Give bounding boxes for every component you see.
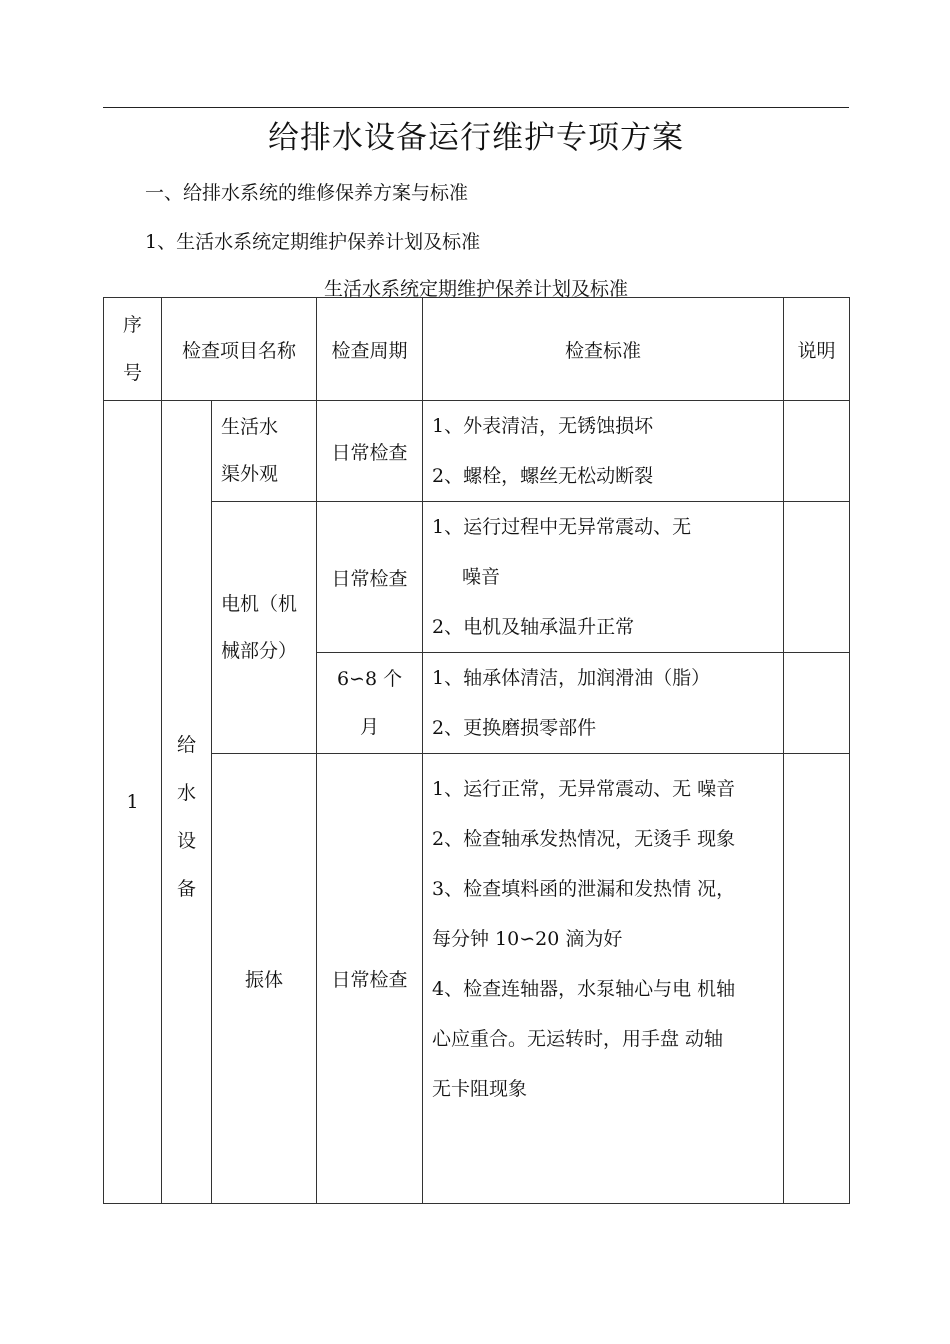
note-cell <box>784 401 850 502</box>
header-seq-line2: 号 <box>122 362 142 384</box>
check-standard <box>423 653 784 754</box>
item-name <box>212 502 317 754</box>
table-row <box>104 754 850 1204</box>
standard-line: 每分钟 10∽20 滴为好 <box>432 928 623 950</box>
check-cycle: 日常检查 <box>317 754 423 1204</box>
check-cycle: 日常检查 <box>317 401 423 502</box>
standard-line: 2、更换磨损零部件 <box>432 717 597 739</box>
header-cycle: 检查周期 <box>317 298 423 401</box>
header-seq <box>104 298 162 401</box>
standard-line: 2、检查轴承发热情况，无烫手 现象 <box>432 828 736 850</box>
header-standard: 检查标准 <box>423 298 784 401</box>
row-number: 1 <box>104 401 162 1204</box>
subsection-heading: 1、生活水系统定期维护保养计划及标准 <box>145 231 481 253</box>
cycle-line: 6∽8 个 <box>336 668 403 690</box>
check-standard <box>423 754 784 1204</box>
standard-line: 2、电机及轴承温升正常 <box>432 616 635 638</box>
group-char: 水 <box>176 782 196 804</box>
cycle-line: 月 <box>360 716 380 738</box>
standard-line: 1、运行过程中无异常震动、无 <box>432 516 692 538</box>
standard-line: 心应重合。无运转时，用手盘 动轴 <box>432 1028 724 1050</box>
note-cell <box>784 653 850 754</box>
item-line: 械部分） <box>221 639 298 662</box>
group-char: 备 <box>176 878 196 900</box>
table-header-row <box>104 298 850 401</box>
standard-line: 1、外表清洁，无锈蚀损坏 <box>432 415 654 437</box>
check-standard <box>423 502 784 653</box>
standard-line: 3、检查填料函的泄漏和发热情 况， <box>432 878 736 900</box>
group-char: 给 <box>176 734 196 756</box>
table-row <box>104 401 850 502</box>
standard-line: 1、运行正常，无异常震动、无 噪音 <box>432 778 736 800</box>
standard-line: 噪音 <box>462 566 501 588</box>
top-rule <box>103 107 849 108</box>
note-cell <box>784 502 850 653</box>
item-line: 生活水 <box>221 416 279 438</box>
note-cell <box>784 754 850 1204</box>
standard-line: 2、螺栓，螺丝无松动断裂 <box>432 465 654 487</box>
header-item: 检查项目名称 <box>162 298 317 401</box>
header-seq-line1: 序 <box>122 314 142 336</box>
standard-line: 4、检查连轴器，水泵轴心与电 机轴 <box>432 978 736 1000</box>
item-name <box>212 401 317 502</box>
check-cycle: 日常检查 <box>317 502 423 653</box>
standard-line: 1、轴承体清洁，加润滑油（脂） <box>432 667 711 689</box>
standard-line: 无卡阻现象 <box>432 1078 528 1100</box>
maintenance-table <box>103 297 850 1204</box>
check-cycle <box>317 653 423 754</box>
document-title: 给排水设备运行维护专项方案 <box>268 120 684 156</box>
section-heading: 一、给排水系统的维修保养方案与标准 <box>145 182 469 204</box>
item-name: 振体 <box>212 754 317 1204</box>
header-note: 说明 <box>784 298 850 401</box>
group-label <box>162 401 212 1204</box>
check-standard <box>423 401 784 502</box>
group-char: 设 <box>176 830 196 852</box>
table-caption: 生活水系统定期维护保养计划及标准 <box>323 278 628 300</box>
table-row <box>104 502 850 653</box>
item-line: 电机（机 <box>221 592 298 615</box>
item-line: 渠外观 <box>221 463 279 485</box>
